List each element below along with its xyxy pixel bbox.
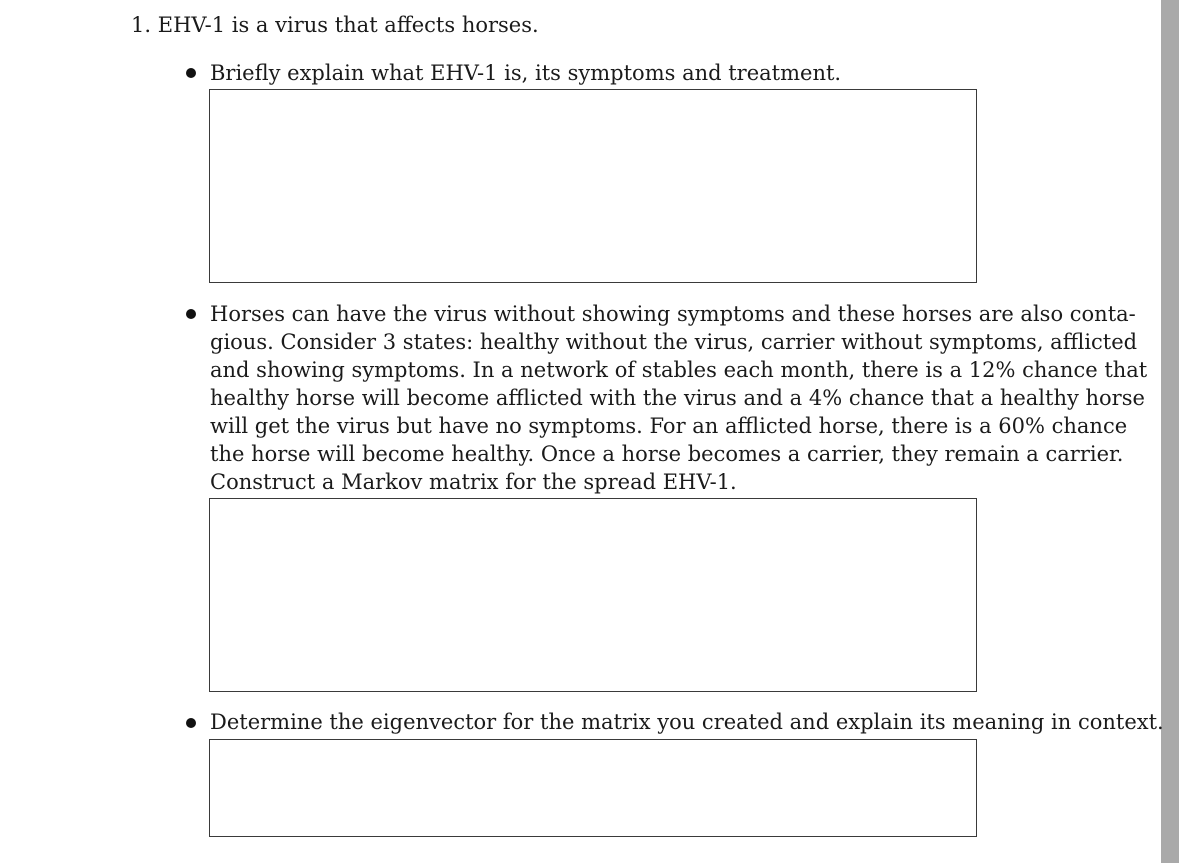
part-2-line-1: Horses can have the virus without showing symptoms and these horses are also conta-: [210, 302, 1136, 326]
part-2-line-5: will get the virus but have no symptoms. For an afflicted horse, there is a 60% chance: [210, 414, 1128, 438]
part-1-prompt: Briefly explain what EHV-1 is, its symptoms and treatment.: [210, 61, 842, 85]
part-2-line-4: healthy horse will become afflicted with the virus and a 4% chance that a healthy horse: [210, 386, 1145, 410]
question-title: [131, 10, 539, 40]
part-2-line-2: gious. Consider 3 states: healthy without the virus, carrier without symptoms, afflicted: [210, 330, 1138, 354]
part-3-answer-box[interactable]: [209, 739, 977, 837]
part-2-prompt: [210, 300, 1148, 496]
part-2-answer-box[interactable]: [209, 498, 977, 692]
question-number: 1.: [131, 13, 152, 37]
bullet-part-2: [186, 309, 196, 319]
part-2-line-7: Construct a Markov matrix for the spread EHV-1.: [210, 470, 737, 494]
part-3-prompt: Determine the eigenvector for the matrix you created and explain its meaning in context.: [210, 710, 1164, 734]
part-1-answer-box[interactable]: [209, 89, 977, 283]
bullet-part-1: [186, 68, 196, 78]
part-2-line-3: and showing symptoms. In a network of stables each month, there is a 12% chance that: [210, 358, 1148, 382]
part-2-line-6: the horse will become healthy. Once a horse becomes a carrier, they remain a carrier.: [210, 442, 1124, 466]
question-text: EHV-1 is a virus that affects horses.: [157, 13, 539, 37]
bullet-part-3: [186, 718, 196, 728]
